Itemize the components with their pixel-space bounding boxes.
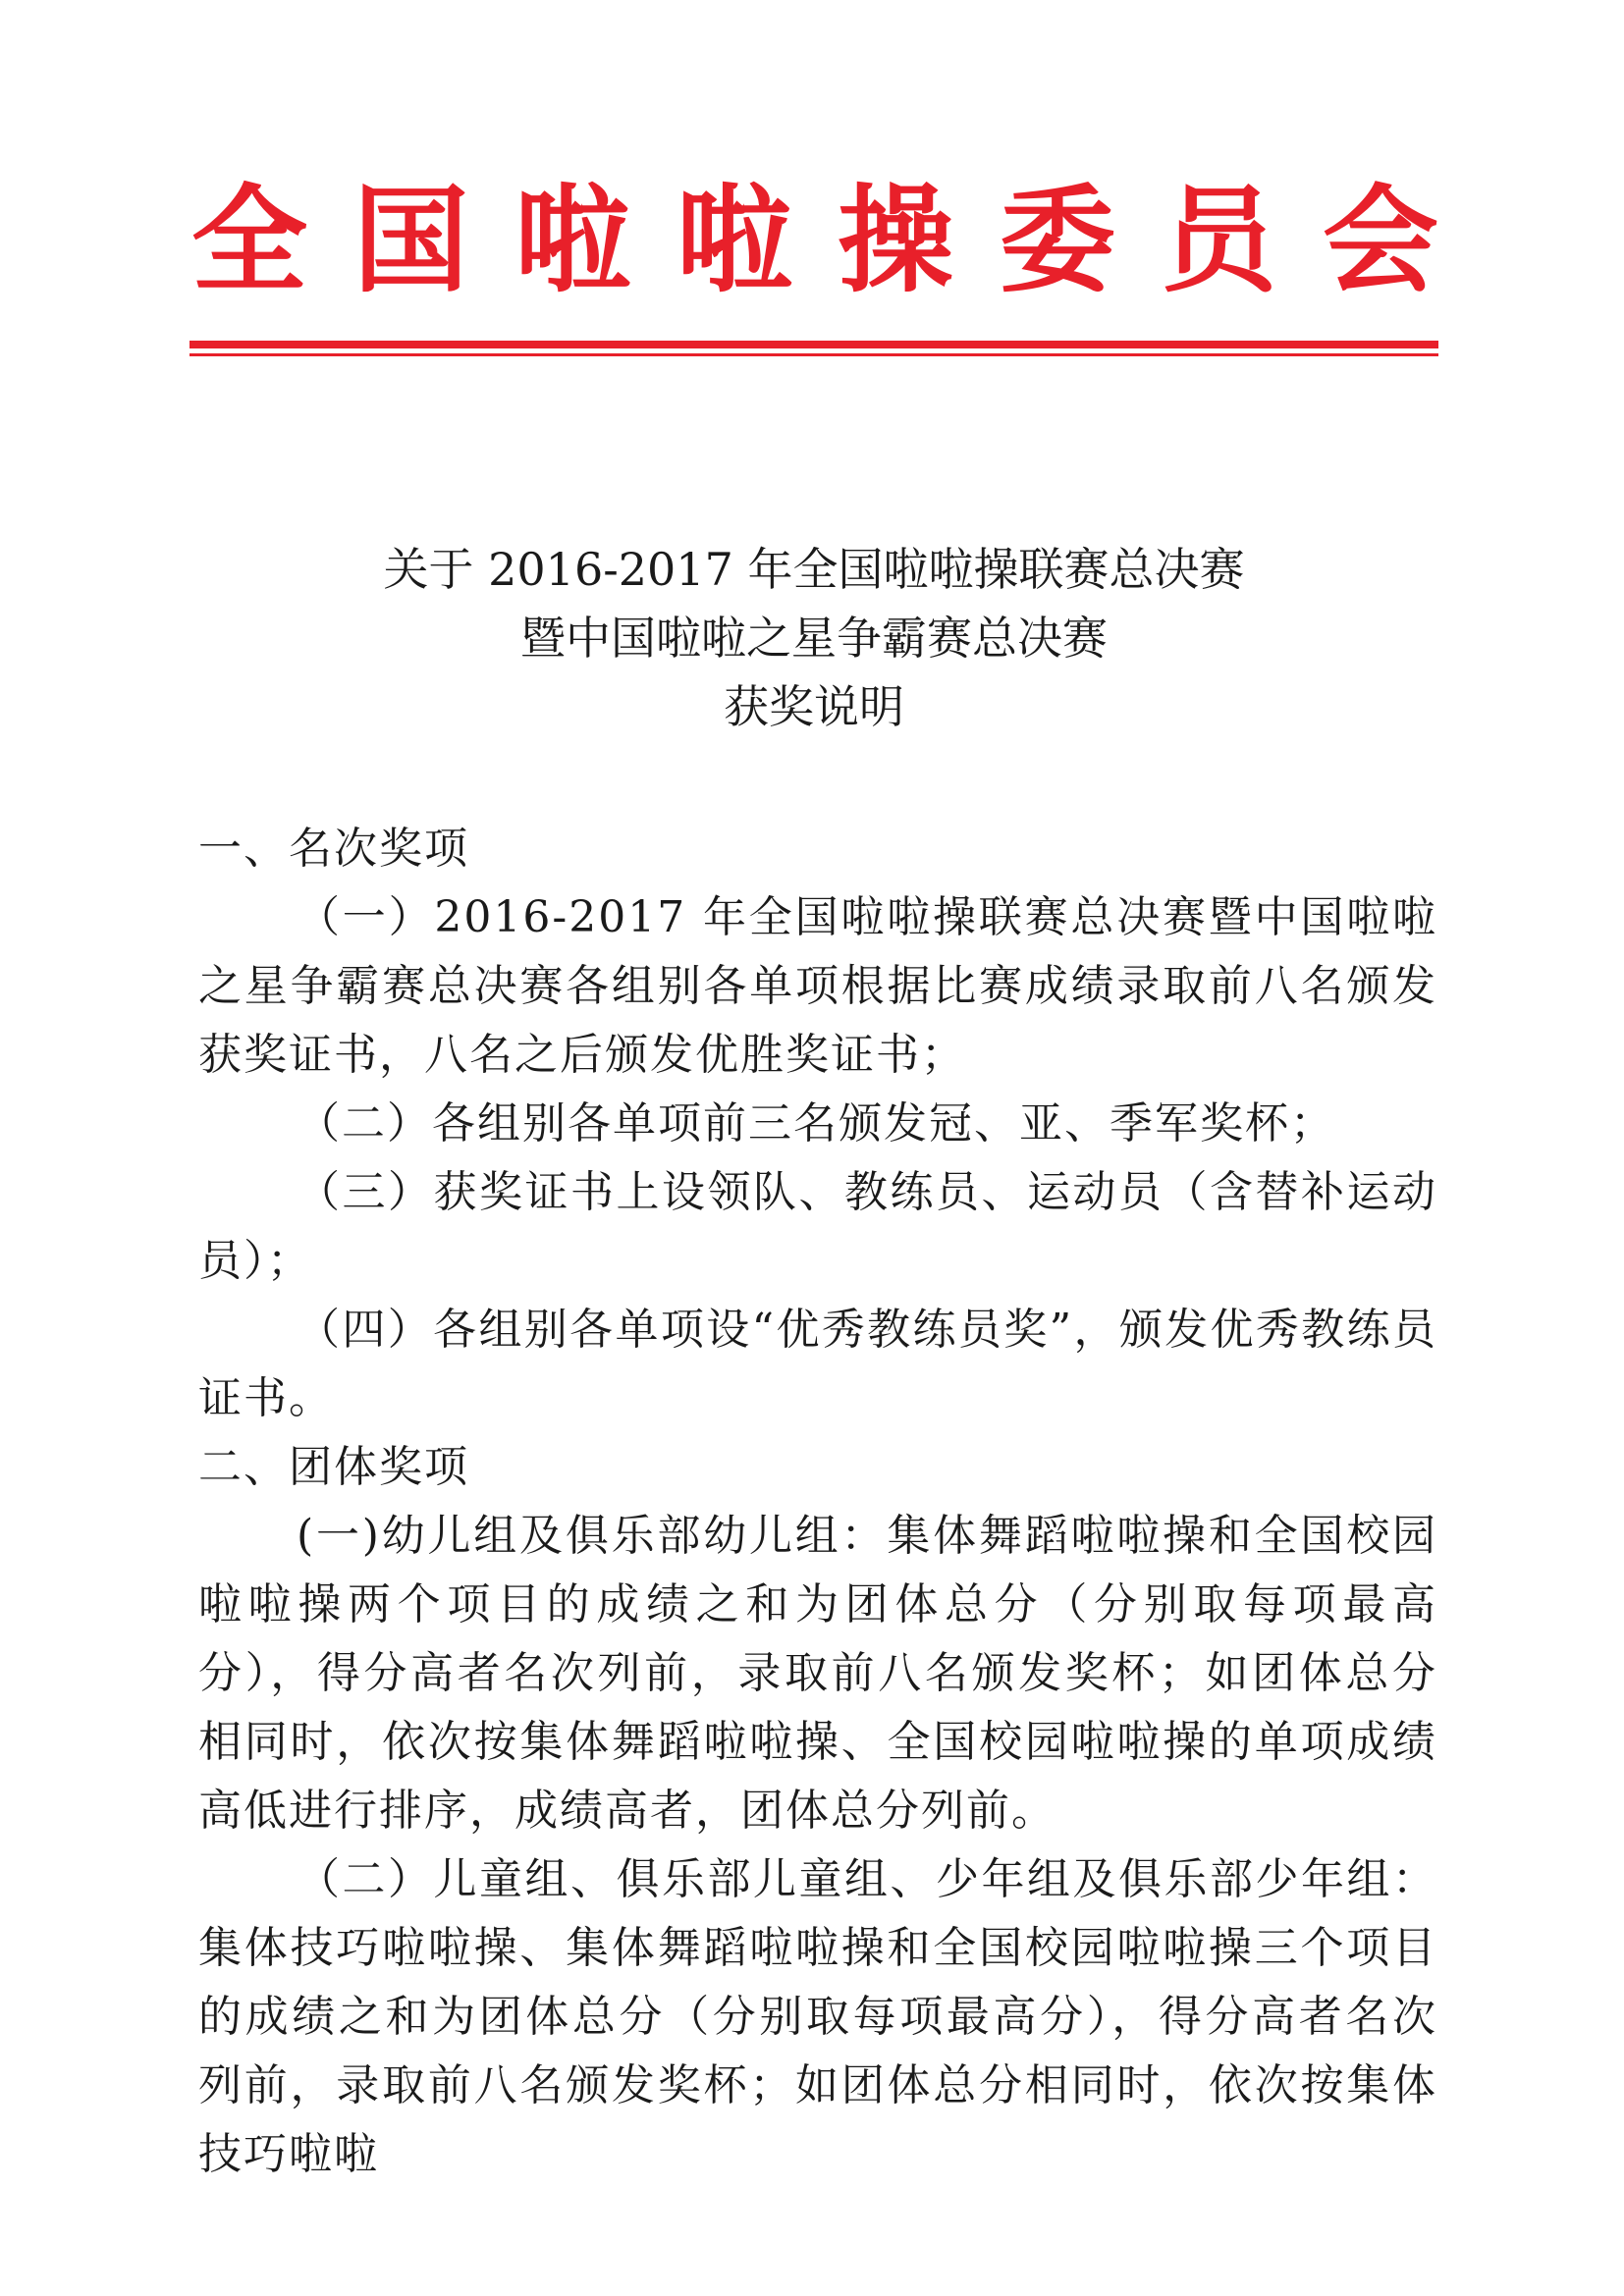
letterhead-char: 委 <box>999 172 1115 308</box>
letterhead-char: 全 <box>191 172 308 308</box>
title-line-1: 关于 2016-2017 年全国啦啦操联赛总决赛 <box>383 543 1245 596</box>
paragraph: （二）各组别各单项前三名颁发冠、亚、季军奖杯； <box>297 1098 1335 1148</box>
document-body <box>198 815 1437 2189</box>
section-heading-team: 二、团体奖项 <box>198 1442 469 1492</box>
letterhead-rule-thin <box>189 353 1438 356</box>
letterhead-char: 会 <box>1322 172 1438 308</box>
letterhead-char: 啦 <box>514 172 631 308</box>
section-heading-ranking: 一、名次奖项 <box>198 824 469 874</box>
document-title <box>189 535 1438 741</box>
paragraph: （二）儿童组、俱乐部儿童组、少年组及俱乐部少年组：集体技巧啦啦操、集体舞蹈啦啦操和全国校园啦啦操三个项目的成绩之和为团体总分（分别取每项最高分），得分高者名次列前，录取前八名颁发奖杯；如团体总分相同时，依次按集体技巧啦啦 <box>198 1854 1437 2179</box>
letterhead-rule-thick <box>189 341 1438 348</box>
letterhead-char: 国 <box>352 172 469 308</box>
paragraph: （四）各组别各单项设“优秀教练员奖”，颁发优秀教练员证书。 <box>198 1305 1437 1423</box>
letterhead-char: 员 <box>1161 172 1277 308</box>
paragraph: （三）获奖证书上设领队、教练员、运动员（含替补运动员）； <box>198 1167 1437 1286</box>
paragraph: （一）2016-2017 年全国啦啦操联赛总决赛暨中国啦啦之星争霸赛总决赛各组别各单项根据比赛成绩录取前八名颁发获奖证书，八名之后颁发优胜奖证书； <box>198 892 1437 1080</box>
letterhead-char: 啦 <box>676 172 792 308</box>
letterhead-char: 操 <box>838 172 954 308</box>
letterhead <box>191 172 1438 309</box>
title-line-2: 暨中国啦啦之星争霸赛总决赛 <box>520 612 1108 665</box>
paragraph: (一)幼儿组及俱乐部幼儿组：集体舞蹈啦啦操和全国校园啦啦操两个项目的成绩之和为团体总分（分别取每项最高分），得分高者名次列前，录取前八名颁发奖杯；如团体总分相同时，依次按集体舞蹈啦啦操、全国校园啦啦操的单项成绩高低进行排序，成绩高者，团体总分列前。 <box>198 1511 1437 1836</box>
title-line-3: 获奖说明 <box>724 680 904 733</box>
